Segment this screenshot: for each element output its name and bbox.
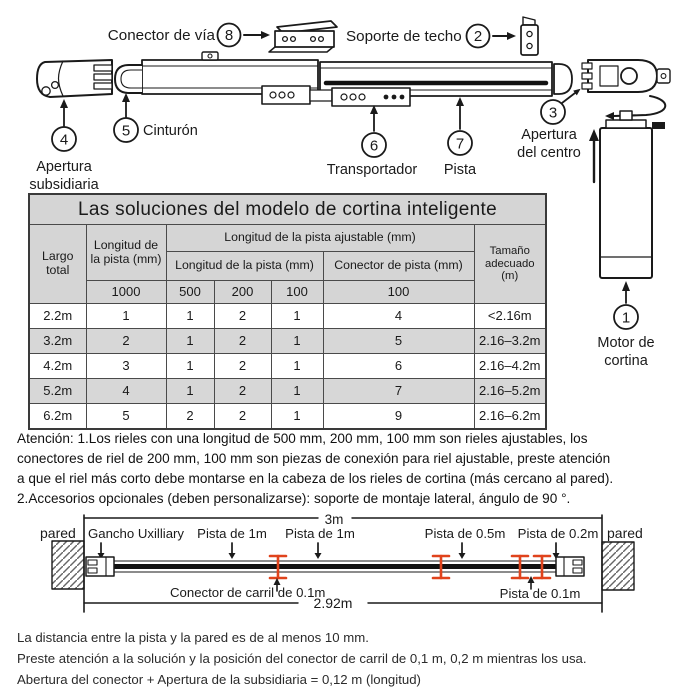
attention-line: Atención: 1.Los rieles con una longitud de 500 mm, 200 mm, 100 mm son rieles ajustables, los bbox=[17, 431, 588, 446]
table-row: 4.2m 3 1 2 1 6 2.16–4.2m bbox=[29, 354, 546, 379]
conector-via-label: Conector de vía bbox=[107, 27, 215, 44]
conector-01-label: Conector de carril de 0.1m bbox=[170, 585, 326, 600]
header-conector-100: 100 bbox=[323, 281, 474, 304]
slide-up-arrow-icon bbox=[589, 129, 599, 182]
usage-notes bbox=[17, 627, 695, 690]
circled-number-2 bbox=[467, 25, 490, 48]
solutions-table bbox=[28, 193, 547, 430]
svg-text:3m: 3m bbox=[324, 512, 344, 527]
svg-text:3: 3 bbox=[548, 104, 558, 122]
header-100: 100 bbox=[271, 281, 323, 304]
callout-apertura-subsidiaria bbox=[29, 99, 99, 193]
dimension-3m bbox=[84, 512, 602, 527]
pista-01-label: Pista de 0.1m bbox=[499, 586, 581, 601]
pared-left-label: pared bbox=[40, 525, 76, 541]
pista-05-label: Pista de 0.5m bbox=[424, 526, 506, 541]
pointer-arrows-down bbox=[98, 543, 560, 559]
track-drawing bbox=[86, 557, 584, 576]
track-connector-icon bbox=[269, 21, 337, 52]
hook-left bbox=[86, 557, 114, 576]
ceiling-bracket-icon bbox=[521, 17, 538, 55]
svg-text:5: 5 bbox=[121, 122, 131, 140]
attention-line: conectores de riel de 200 mm, 100 mm son piezas de conexión para riel ajustable, preste atención bbox=[17, 451, 611, 466]
wall-right bbox=[602, 515, 643, 612]
installation-diagram bbox=[0, 510, 700, 625]
callout-transportador bbox=[327, 105, 418, 178]
attention-note bbox=[17, 429, 695, 509]
svg-text:7: 7 bbox=[455, 135, 465, 153]
belt-end-drawing bbox=[115, 65, 142, 93]
callout-cinturon bbox=[114, 93, 198, 142]
arrow-right-icon bbox=[493, 32, 516, 40]
svg-text:8: 8 bbox=[224, 27, 234, 45]
pista-1m-b-label: Pista de 1m bbox=[285, 526, 355, 541]
header-longitud-sub: Longitud de la pista (mm) bbox=[166, 252, 323, 281]
svg-text:2: 2 bbox=[473, 28, 483, 46]
header-largo-total: Largo total bbox=[29, 225, 86, 304]
table-row: 2.2m 1 1 2 1 4 <2.16m bbox=[29, 304, 546, 329]
curtain-motor-drawing bbox=[600, 111, 665, 278]
note-line: Abertura del conector + Apertura de la subsidiaria = 0,12 m (longitud) bbox=[17, 672, 421, 687]
motor-label: Motor de bbox=[597, 335, 655, 351]
table-row: 6.2m 5 2 2 1 9 2.16–6.2m bbox=[29, 404, 546, 430]
motor-head-drawing bbox=[582, 60, 670, 92]
cinturon-label: Cinturón bbox=[143, 123, 198, 139]
table-row: 5.2m 4 1 2 1 7 2.16–5.2m bbox=[29, 379, 546, 404]
header-conector: Conector de pista (mm) bbox=[323, 252, 474, 281]
transportador-label: Transportador bbox=[326, 162, 418, 178]
apertura-subsidiaria-label: Apertura bbox=[36, 159, 92, 175]
apertura-centro-label2: del centro bbox=[517, 145, 581, 161]
callout-motor bbox=[597, 281, 654, 369]
header-tamano: Tamaño adecuado (m) bbox=[474, 225, 546, 304]
arrow-right-icon bbox=[244, 31, 270, 39]
note-line: Preste atención a la solución y la posición del conector de carril de 0,1 m, 0,2 m mientras los usa. bbox=[17, 651, 587, 666]
header-500: 500 bbox=[166, 281, 214, 304]
attention-line: a que el riel más corto debe montarse en la cabeza de los rieles de cortina (más cercano al pared). bbox=[17, 471, 614, 486]
note-line: La distancia entre la pista y la pared es de al menos 10 mm. bbox=[17, 630, 369, 645]
svg-text:4: 4 bbox=[59, 131, 69, 149]
soporte-techo-label: Soporte de techo bbox=[346, 28, 462, 45]
pista-02-label: Pista de 0.2m bbox=[517, 526, 599, 541]
attention-line: 2.Accesorios opcionales (deben personalizarse): soporte de montaje lateral, ángulo de 90 °. bbox=[17, 491, 571, 506]
end-cap-drawing bbox=[37, 60, 112, 97]
svg-text:1: 1 bbox=[621, 309, 631, 327]
table-row: 3.2m 2 1 2 1 5 2.16–3.2m bbox=[29, 329, 546, 354]
header-200: 200 bbox=[214, 281, 271, 304]
pista-1m-a-label: Pista de 1m bbox=[197, 526, 267, 541]
pista-01-callout bbox=[500, 576, 581, 601]
motor-label2: cortina bbox=[604, 353, 648, 369]
pared-right-label: pared bbox=[607, 525, 643, 541]
rotate-attach-arrow-icon bbox=[605, 96, 665, 120]
circled-number-8 bbox=[218, 24, 241, 47]
header-ajustable: Longitud de la pista ajustable (mm) bbox=[166, 225, 474, 252]
svg-text:2.92m: 2.92m bbox=[313, 595, 353, 611]
header-1000: 1000 bbox=[86, 281, 166, 304]
table-title: Las soluciones del modelo de cortina inteligente bbox=[29, 194, 546, 225]
callout-apertura-centro bbox=[517, 89, 581, 161]
carrier-drawing bbox=[262, 86, 410, 106]
hook-right bbox=[556, 557, 584, 576]
callout-pista bbox=[444, 97, 477, 178]
conector-01-callout bbox=[170, 578, 325, 600]
wall-left bbox=[40, 515, 84, 612]
header-longitud-pista: Longitud de la pista (mm) bbox=[86, 225, 166, 281]
pista-label: Pista bbox=[443, 162, 477, 178]
apertura-subsidiaria-label2: subsidiaria bbox=[29, 177, 99, 193]
apertura-centro-label: Apertura bbox=[521, 127, 577, 143]
gancho-label: Gancho Uxilliary bbox=[88, 526, 185, 541]
svg-text:6: 6 bbox=[369, 137, 379, 155]
